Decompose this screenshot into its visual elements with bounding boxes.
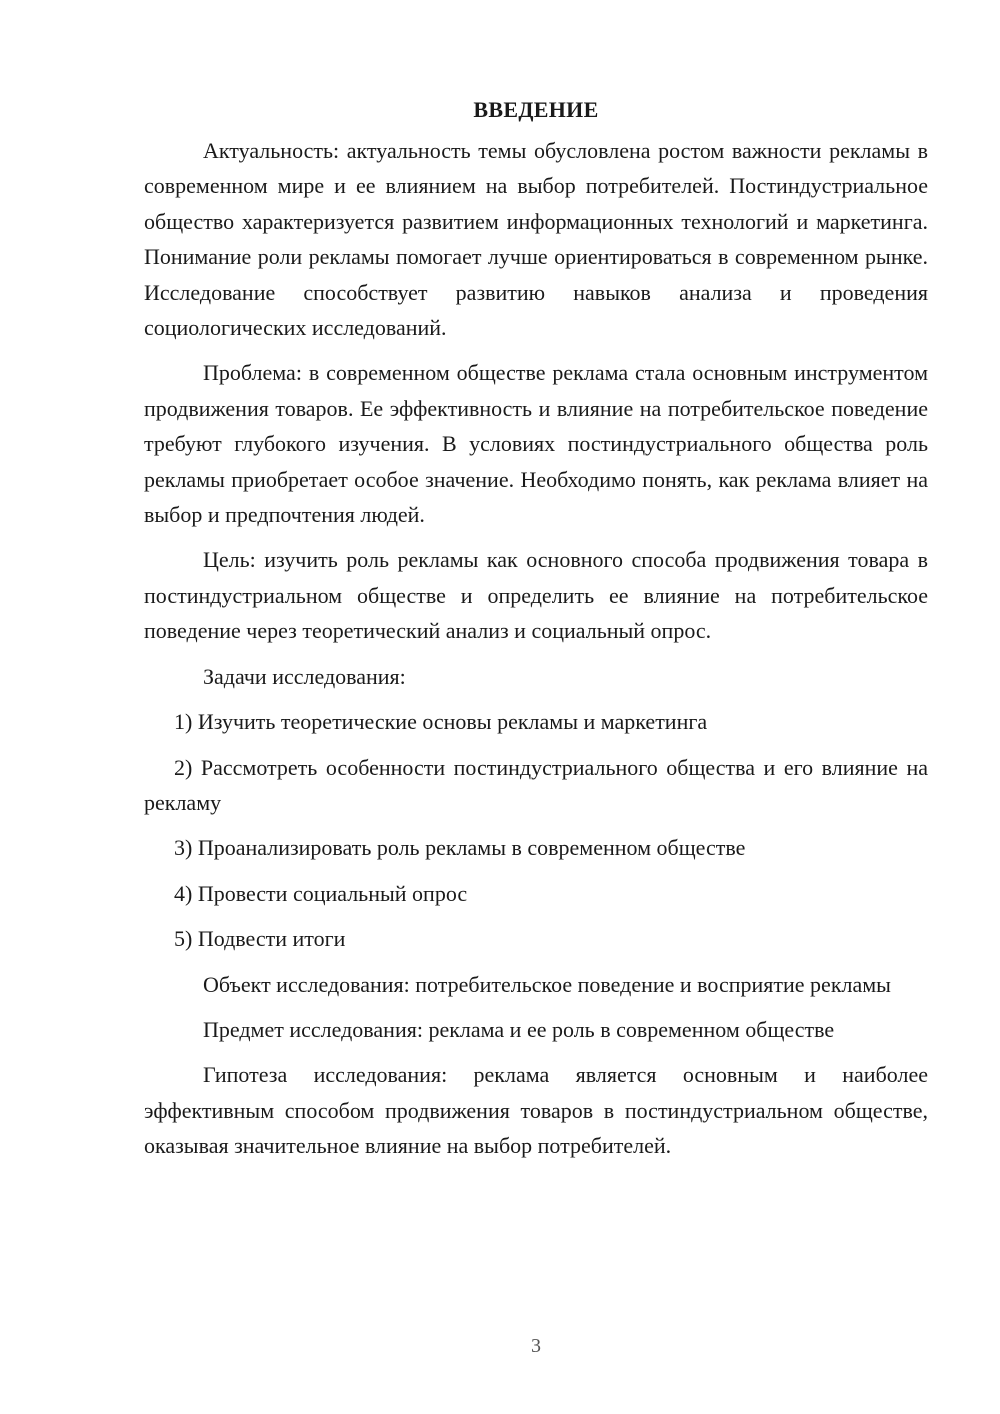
tasks-heading: Задачи исследования:	[203, 663, 406, 689]
task-item-1: 1) Изучить теоретические основы рекламы и маркетинга	[174, 709, 708, 735]
task-item-3: 3) Проанализировать роль рекламы в современном обществе	[174, 835, 746, 861]
object-paragraph: Объект исследования: потребительское поведение и восприятие рекламы	[203, 971, 891, 997]
task-item-5: 5) Подвести итоги	[174, 926, 346, 952]
hypothesis-paragraph: Гипотеза исследования: реклама является основным и наиболее эффективным способом продвижения товаров в постиндустриальном обществе, оказывая значительное влияние на выбор потребителей.	[144, 1062, 928, 1159]
section-title: ВВЕДЕНИЕ	[473, 97, 599, 122]
subject-paragraph: Предмет исследования: реклама и ее роль в современном обществе	[203, 1016, 835, 1042]
goal-paragraph: Цель: изучить роль рекламы как основного способа продвижения товара в постиндустриальном обществе и определить ее влияние на потребительское поведение через теоретический анализ и социальный опрос.	[144, 547, 928, 644]
problem-paragraph: Проблема: в современном обществе реклама стала основным инструментом продвижения товаров. Ее эффективность и влияние на потребительское поведение требуют глубокого изучения. В условиях постиндустриального общества роль рекламы приобретает особое значение. Необходимо понять, как реклама влияет на выбор и предпочтения людей.	[144, 360, 928, 528]
task-item-4: 4) Провести социальный опрос	[174, 880, 468, 906]
relevance-paragraph: Актуальность: актуальность темы обусловлена ростом важности рекламы в современном мире и ее влиянием на выбор потребителей. Постиндустриальное общество характеризуется развитием информационных технологий и маркетинга. Понимание роли рекламы помогает лучше ориентироваться в современном рынке. Исследование способствует развитию навыков анализа и проведения социологических исследований.	[144, 138, 928, 341]
page-number: 3	[531, 1335, 541, 1357]
page-content	[144, 96, 928, 1174]
task-item-2: 2) Рассмотреть особенности постиндустриального общества и его влияние на рекламу	[144, 754, 928, 815]
